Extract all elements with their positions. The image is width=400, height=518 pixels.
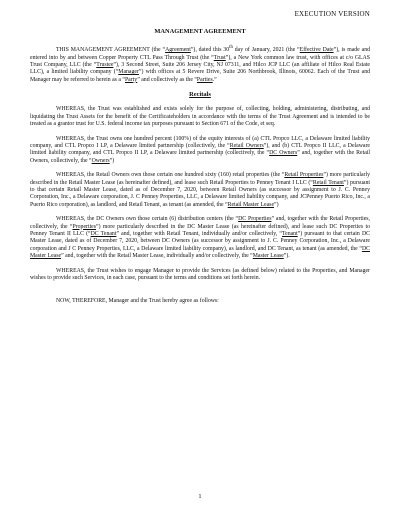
defined-term: Retail Master Lease (227, 201, 275, 208)
defined-term: Parties (196, 76, 213, 83)
defined-term: Agreement (165, 47, 191, 54)
document-title: MANAGEMENT AGREEMENT (154, 28, 246, 35)
defined-term: Retail Owners (229, 142, 264, 149)
defined-term: DC Properties (238, 216, 272, 223)
recitals-heading: Recitals (189, 91, 211, 99)
document-body (30, 28, 370, 313)
defined-term: DC Tenant (90, 231, 117, 238)
defined-term: Party (124, 76, 138, 83)
recital-paragraph-1: WHEREAS, the Trust was established and exists solely for the purpose of, collecting, holding, administering, distributing, and liquidating the Trust Assets for the benefit of the Certificateholders in accordance with the terms of the Trust Agreement and is intended to be treated as a grantor trust for U.S. federal income tax purposes pursuant to Section 671 of the Code, et seq. (30, 106, 370, 128)
recital-paragraph-2: WHEREAS, the Trust owns one hundred percent (100%) of the equity interests of (a) CTL Propco LLC, a Delaware limited liability company, and CTL Propco I LP, a Delaware limited partnership (collectively, the “Retail Owners”), and (b) CTL Propco II LLC, a Delaware limited liability company, and CTL Propco II LP, a Delaware limited partnership (collectively, the “DC Owners” and, together with the Retail Owners, collectively, the “Owners”) (30, 135, 370, 164)
recital-paragraph-4: WHEREAS, the DC Owners own those certain (6) distribution centers (the “DC Properties” and, together with the Retail Properties, collectively, the “Properties”) more particularly described in the DC Master Lease (as hereinafter defined), and lease such DC Properties to Penney Tenant II LLC (“DC Tenant” and, together with Retail Tenant, individually and/or collectively, “Tenant”) pursuant to that certain DC Master Lease, dated as of December 7, 2020, between DC Owners (as successor by assignment to J. C. Penney Corporation, Inc., a Delaware corporation and J C Penney Properties, LLC, a Delaware limited liability company), as landlord, and DC Tenant, as tenant (as amended, the “DC Master Lease” and, together with the Retail Master Lease, individually and/or collectively, the “Master Lease”). (30, 216, 370, 260)
defined-term: Master Lease (252, 253, 284, 260)
defined-term: Effective Date (299, 47, 334, 54)
recital-paragraph-5: WHEREAS, the Trust wishes to engage Manager to provide the Services (as defined below) related to the Properties, and Manager wishes to provide such Services, in each case, pursuant to the terms and conditions set forth herein. (30, 267, 370, 282)
defined-term: Owners (91, 157, 110, 164)
defined-term: DC Master Lease (30, 245, 370, 260)
defined-term: Manager (118, 69, 139, 76)
defined-term: Properties (72, 223, 97, 230)
closing-paragraph: NOW, THEREFORE, Manager and the Trust hereby agree as follows: (56, 298, 219, 305)
recital-paragraph-3: WHEREAS, the Retail Owners own those certain one hundred sixty (160) retail properties (the “Retail Properties”) more particularly described in the Retail Master Lease (as hereinafter defined), and lease such Retail Properties to Penney Tenant I LLC (“Retail Tenant”) pursuant to that certain Retail Master Lease, dated as of December 7, 2020, between Retail Owners (as successor by assignment to J. C. Penney Corporation, Inc., a Delaware corporation, J. C Penney Properties, LLC, a Delaware limited liability company, and JCPenney Puerto Rico, Inc., a Puerto Rico corporation), as landlord, and Retail Tenant, as tenant (as amended, the “Retail Master Lease”) (30, 172, 370, 208)
execution-version-tag: EXECUTION VERSION (294, 10, 370, 18)
page-number: 1 (198, 493, 202, 500)
defined-term: Retail Tenant (312, 179, 344, 186)
intro-paragraph: THIS MANAGEMENT AGREEMENT (the “Agreement”), dated this 30th day of January, 2021 (the “Effective Date”), is made and entered into by and between Copper Property CTL Pass Through Trust (the “Trust”), a New York common law trust, with offices at c/o GLAS Trust Company, LLC (the “Trustee”), 3 Second Street, Suite 206 Jersey City, NJ 07311, and Hilco JCP LLC (an affiliate of Hilco Real Estate LLC), a limited liability company (“Manager”) with offices at 5 Revere Drive, Suite 206 Northbrook, Illinois, 60062. Each of the Trust and Manager may be referred to herein as a “Party” and collectively as the “Parties.” (30, 45, 371, 83)
defined-term: Retail Properties (284, 172, 324, 179)
defined-term: Tenant (281, 231, 298, 238)
defined-term: Trust (213, 54, 226, 61)
defined-term: DC Owners (269, 150, 298, 157)
defined-term: Trustee (96, 61, 114, 68)
